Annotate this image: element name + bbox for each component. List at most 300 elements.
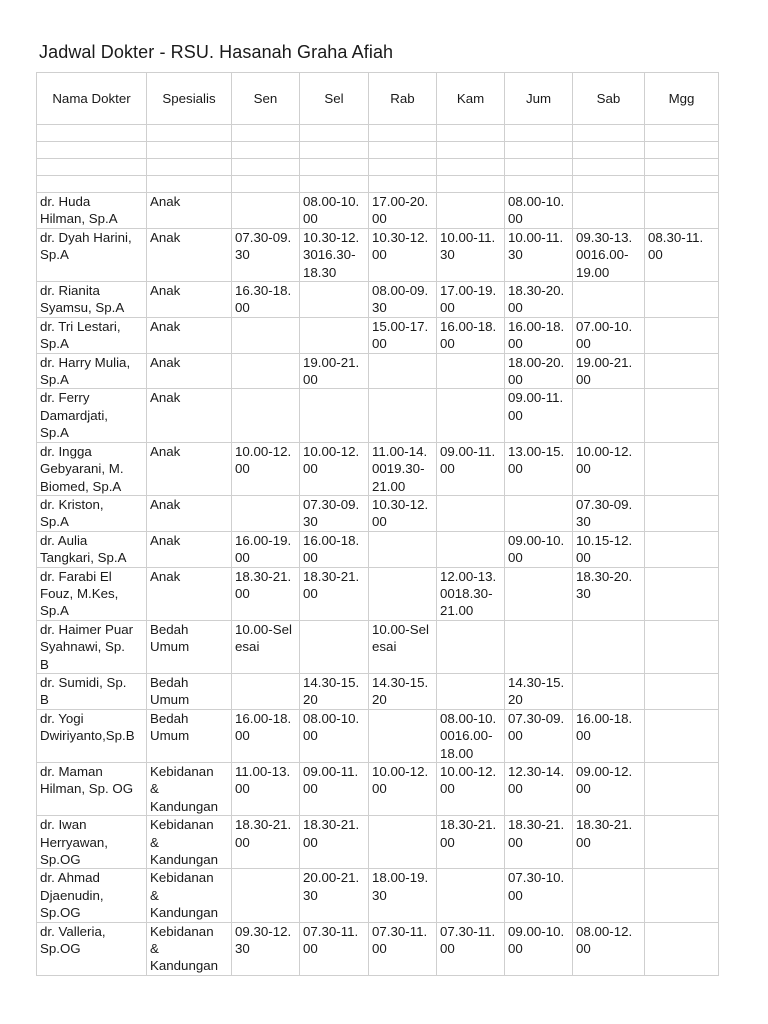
cell-text: 00 bbox=[576, 781, 591, 797]
cell-text: 00 bbox=[576, 941, 591, 957]
cell-text: 07.30-11. bbox=[303, 923, 359, 939]
cell-text: 00 bbox=[372, 336, 387, 352]
cell-text: Dwiriyanto,Sp.B bbox=[40, 728, 135, 744]
cell-text: 17.00-20. bbox=[372, 194, 429, 209]
cell-text: 18.30-21. bbox=[303, 568, 360, 584]
doctor-name-cell bbox=[37, 353, 147, 389]
table-row bbox=[37, 709, 719, 762]
kam-cell bbox=[437, 317, 505, 353]
jum-cell bbox=[505, 922, 573, 975]
sel-cell bbox=[300, 620, 369, 673]
doctor-name-cell bbox=[37, 620, 147, 673]
cell-text: 0018.30- bbox=[440, 585, 493, 601]
page-title: Jadwal Dokter - RSU. Hasanah Graha Afiah bbox=[39, 42, 394, 62]
empty-cell bbox=[437, 176, 505, 193]
sen-cell bbox=[232, 709, 300, 762]
cell-text: Sp.OG bbox=[40, 905, 81, 921]
cell-text: 00 bbox=[440, 300, 455, 316]
doctor-name-cell bbox=[37, 282, 147, 318]
header-sen: Sen bbox=[232, 73, 300, 125]
cell-text: 30 bbox=[576, 514, 591, 530]
cell-text: 0016.00- bbox=[576, 247, 629, 263]
cell-text: 16.00-18. bbox=[440, 318, 497, 334]
sab-cell bbox=[573, 763, 645, 816]
cell-text: dr. Maman bbox=[40, 764, 103, 779]
table-row bbox=[37, 673, 719, 709]
empty-cell bbox=[573, 125, 645, 142]
cell-text: 14.30-15. bbox=[508, 674, 565, 690]
cell-text: 10.00-11. bbox=[508, 229, 564, 245]
mgg-cell bbox=[645, 193, 719, 229]
cell-text: dr. Dyah Harini, bbox=[40, 229, 132, 245]
specialty-cell bbox=[147, 228, 232, 281]
kam-cell bbox=[437, 709, 505, 762]
doctor-name-cell bbox=[37, 922, 147, 975]
empty-cell bbox=[505, 159, 573, 176]
kam-cell bbox=[437, 620, 505, 673]
rab-cell bbox=[369, 709, 437, 762]
cell-text: 10.00-12. bbox=[235, 443, 292, 459]
cell-text: 00 bbox=[576, 728, 591, 744]
sel-cell bbox=[300, 922, 369, 975]
sab-cell bbox=[573, 922, 645, 975]
sen-cell bbox=[232, 495, 300, 531]
cell-text: 10.15-12. bbox=[576, 532, 633, 548]
cell-text: 19.00-21. bbox=[303, 354, 360, 370]
cell-text: 16.00-18. bbox=[508, 318, 565, 334]
rab-cell bbox=[369, 282, 437, 318]
cell-text: 18.30-21. bbox=[235, 817, 292, 833]
empty-cell bbox=[147, 176, 232, 193]
cell-text: 18.30-21. bbox=[235, 568, 292, 584]
cell-text: 19.00-21. bbox=[576, 354, 633, 370]
cell-text: 00 bbox=[235, 781, 250, 797]
cell-text: 00 bbox=[235, 550, 250, 566]
cell-text: Umum bbox=[150, 692, 190, 708]
cell-text: dr. Valleria, bbox=[40, 923, 106, 939]
specialty-cell bbox=[147, 442, 232, 495]
cell-text: 07.30-09. bbox=[303, 496, 360, 512]
header-mgg: Mgg bbox=[645, 73, 719, 125]
cell-text: 10.30-12. bbox=[372, 496, 429, 512]
jum-cell bbox=[505, 763, 573, 816]
sab-cell bbox=[573, 869, 645, 922]
sab-cell bbox=[573, 620, 645, 673]
mgg-cell bbox=[645, 531, 719, 567]
specialty-cell bbox=[147, 353, 232, 389]
cell-text: dr. Yogi bbox=[40, 710, 84, 726]
cell-text: B bbox=[40, 656, 49, 672]
empty-cell bbox=[505, 142, 573, 159]
sen-cell bbox=[232, 193, 300, 229]
sel-cell bbox=[300, 442, 369, 495]
jum-cell bbox=[505, 442, 573, 495]
table-row bbox=[37, 922, 719, 975]
mgg-cell bbox=[645, 922, 719, 975]
cell-text: 00 bbox=[303, 461, 318, 477]
sen-cell bbox=[232, 922, 300, 975]
cell-text: 09.00-11. bbox=[440, 443, 496, 459]
mgg-cell bbox=[645, 353, 719, 389]
cell-text: Kebidanan bbox=[150, 764, 214, 779]
cell-text: 08.00-09. bbox=[372, 283, 429, 299]
cell-text: Sp.A bbox=[40, 425, 69, 441]
cell-text: 00 bbox=[303, 211, 318, 227]
cell-text: 07.30-10. bbox=[508, 870, 565, 886]
cell-text: Bedah bbox=[150, 621, 189, 637]
kam-cell bbox=[437, 816, 505, 869]
cell-text: 00 bbox=[508, 781, 523, 797]
cell-text: 21.00 bbox=[372, 478, 406, 494]
sel-cell bbox=[300, 353, 369, 389]
cell-text: 00 bbox=[372, 247, 387, 263]
table-row bbox=[37, 442, 719, 495]
table-row bbox=[37, 531, 719, 567]
sel-cell bbox=[300, 389, 369, 442]
cell-text: 07.30-09. bbox=[508, 710, 565, 726]
mgg-cell bbox=[645, 709, 719, 762]
cell-text: 00 bbox=[372, 941, 387, 957]
jum-cell bbox=[505, 282, 573, 318]
table-row bbox=[37, 816, 719, 869]
cell-text: 00 bbox=[235, 834, 250, 850]
mgg-cell bbox=[645, 282, 719, 318]
empty-cell bbox=[37, 142, 147, 159]
kam-cell bbox=[437, 389, 505, 442]
mgg-cell bbox=[645, 228, 719, 281]
cell-text: 10.30-12. bbox=[372, 229, 429, 245]
cell-text: 00 bbox=[303, 372, 318, 388]
cell-text: dr. Sumidi, Sp. bbox=[40, 674, 127, 690]
cell-text: 00 bbox=[303, 550, 318, 566]
cell-text: Sp.OG bbox=[40, 852, 81, 868]
rab-cell bbox=[369, 922, 437, 975]
mgg-cell bbox=[645, 673, 719, 709]
cell-text: 00 bbox=[576, 336, 591, 352]
cell-text: Bedah bbox=[150, 674, 189, 690]
sel-cell bbox=[300, 763, 369, 816]
sen-cell bbox=[232, 620, 300, 673]
empty-cell bbox=[645, 159, 719, 176]
jum-cell bbox=[505, 567, 573, 620]
cell-text: 00 bbox=[440, 941, 455, 957]
specialty-cell bbox=[147, 869, 232, 922]
cell-text: 07.30-11. bbox=[372, 923, 428, 939]
jum-cell bbox=[505, 709, 573, 762]
table-row bbox=[37, 353, 719, 389]
cell-text: & bbox=[150, 834, 159, 850]
cell-text: 16.00-18. bbox=[576, 710, 633, 726]
table-row bbox=[37, 317, 719, 353]
sel-cell bbox=[300, 495, 369, 531]
cell-text: Anak bbox=[150, 390, 181, 406]
blank-row bbox=[37, 142, 719, 159]
sel-cell bbox=[300, 673, 369, 709]
specialty-cell bbox=[147, 531, 232, 567]
cell-text: Anak bbox=[150, 443, 181, 459]
cell-text: dr. Farabi El bbox=[40, 568, 112, 584]
cell-text: 10.00-Sel bbox=[372, 621, 429, 637]
cell-text: dr. Harry Mulia, bbox=[40, 354, 131, 370]
cell-text: Anak bbox=[150, 496, 181, 512]
cell-text: esai bbox=[235, 639, 260, 655]
cell-text: 00 bbox=[508, 941, 523, 957]
empty-cell bbox=[37, 176, 147, 193]
kam-cell bbox=[437, 673, 505, 709]
doctor-name-cell bbox=[37, 709, 147, 762]
mgg-cell bbox=[645, 495, 719, 531]
cell-text: Sp.A bbox=[40, 514, 69, 530]
doctor-name-cell bbox=[37, 763, 147, 816]
empty-cell bbox=[369, 142, 437, 159]
table-row bbox=[37, 193, 719, 229]
cell-text: 10.00-12. bbox=[440, 764, 497, 779]
cell-text: dr. Rianita bbox=[40, 283, 100, 299]
cell-text: 0016.00- bbox=[440, 728, 493, 744]
sab-cell bbox=[573, 495, 645, 531]
cell-text: Anak bbox=[150, 283, 181, 299]
cell-text: 10.00-12. bbox=[303, 443, 360, 459]
cell-text: 00 bbox=[440, 781, 455, 797]
cell-text: 13.00-15. bbox=[508, 443, 565, 459]
cell-text: 18.30-21. bbox=[440, 817, 497, 833]
cell-text: Hilman, Sp.A bbox=[40, 211, 118, 227]
cell-text: 19.00 bbox=[576, 264, 610, 280]
sab-cell bbox=[573, 442, 645, 495]
sab-cell bbox=[573, 282, 645, 318]
empty-cell bbox=[300, 142, 369, 159]
cell-text: 00 bbox=[440, 834, 455, 850]
header-rab: Rab bbox=[369, 73, 437, 125]
cell-text: dr. Haimer Puar bbox=[40, 621, 134, 637]
cell-text: 00 bbox=[576, 834, 591, 850]
cell-text: 00 bbox=[576, 461, 591, 477]
empty-cell bbox=[300, 125, 369, 142]
cell-text: Anak bbox=[150, 568, 181, 584]
jum-cell bbox=[505, 317, 573, 353]
cell-text: 11.00-13. bbox=[235, 764, 291, 779]
cell-text: 20.00-21. bbox=[303, 870, 360, 886]
cell-text: 00 bbox=[303, 728, 318, 744]
table-row bbox=[37, 620, 719, 673]
cell-text: 21.00 bbox=[440, 603, 474, 619]
cell-text: 00 bbox=[440, 461, 455, 477]
kam-cell bbox=[437, 922, 505, 975]
doctor-name-cell bbox=[37, 442, 147, 495]
specialty-cell bbox=[147, 389, 232, 442]
rab-cell bbox=[369, 620, 437, 673]
cell-text: Sp.A bbox=[40, 372, 69, 388]
sab-cell bbox=[573, 193, 645, 229]
jum-cell bbox=[505, 816, 573, 869]
cell-text: 00 bbox=[303, 585, 318, 601]
sen-cell bbox=[232, 531, 300, 567]
cell-text: 08.00-10. bbox=[303, 710, 360, 726]
cell-text: 07.30-09. bbox=[576, 496, 633, 512]
sen-cell bbox=[232, 317, 300, 353]
cell-text: 00 bbox=[303, 834, 318, 850]
jum-cell bbox=[505, 353, 573, 389]
cell-text: dr. Iwan bbox=[40, 817, 87, 833]
jum-cell bbox=[505, 495, 573, 531]
cell-text: Anak bbox=[150, 354, 181, 370]
kam-cell bbox=[437, 442, 505, 495]
rab-cell bbox=[369, 763, 437, 816]
sen-cell bbox=[232, 673, 300, 709]
cell-text: 09.00-11. bbox=[508, 390, 564, 406]
mgg-cell bbox=[645, 442, 719, 495]
sab-cell bbox=[573, 389, 645, 442]
cell-text: dr. Ingga bbox=[40, 443, 92, 459]
cell-text: Anak bbox=[150, 318, 181, 334]
rab-cell bbox=[369, 193, 437, 229]
rab-cell bbox=[369, 816, 437, 869]
cell-text: Damardjati, bbox=[40, 407, 108, 423]
cell-text: 18.00-20. bbox=[508, 354, 565, 370]
specialty-cell bbox=[147, 567, 232, 620]
cell-text: 18.30-21. bbox=[508, 817, 565, 833]
cell-text: 10.00-12. bbox=[372, 764, 429, 779]
cell-text: 00 bbox=[576, 372, 591, 388]
cell-text: Anak bbox=[150, 229, 181, 245]
jum-cell bbox=[505, 620, 573, 673]
cell-text: Bedah bbox=[150, 710, 189, 726]
sab-cell bbox=[573, 816, 645, 869]
cell-text: Syamsu, Sp.A bbox=[40, 300, 125, 316]
cell-text: 08.00-10. bbox=[303, 194, 360, 209]
cell-text: 14.30-15. bbox=[303, 674, 360, 690]
cell-text: 18.30-21. bbox=[303, 817, 360, 833]
cell-text: Anak bbox=[150, 194, 181, 209]
cell-text: 30 bbox=[303, 887, 318, 903]
sab-cell bbox=[573, 673, 645, 709]
doctor-name-cell bbox=[37, 531, 147, 567]
cell-text: 20 bbox=[508, 692, 523, 708]
cell-text: 00 bbox=[508, 407, 523, 423]
cell-text: 00 bbox=[508, 336, 523, 352]
doctor-name-cell bbox=[37, 228, 147, 281]
sel-cell bbox=[300, 531, 369, 567]
mgg-cell bbox=[645, 869, 719, 922]
empty-cell bbox=[505, 176, 573, 193]
cell-text: 00 bbox=[508, 372, 523, 388]
empty-cell bbox=[573, 159, 645, 176]
cell-text: 18.30 bbox=[303, 264, 337, 280]
cell-text: 08.00-10. bbox=[440, 710, 497, 726]
cell-text: 30 bbox=[440, 247, 455, 263]
cell-text: 00 bbox=[372, 514, 387, 530]
cell-text: 07.30-11. bbox=[440, 923, 496, 939]
cell-text: & bbox=[150, 887, 159, 903]
kam-cell bbox=[437, 531, 505, 567]
cell-text: Gebyarani, M. bbox=[40, 461, 124, 477]
cell-text: 00 bbox=[303, 941, 318, 957]
rab-cell bbox=[369, 317, 437, 353]
doctor-name-cell bbox=[37, 389, 147, 442]
cell-text: & bbox=[150, 781, 159, 797]
table-row bbox=[37, 495, 719, 531]
sen-cell bbox=[232, 816, 300, 869]
cell-text: 00 bbox=[508, 211, 523, 227]
cell-text: 08.30-11. bbox=[648, 229, 704, 245]
cell-text: Umum bbox=[150, 639, 190, 655]
header-spesialis: Spesialis bbox=[147, 73, 232, 125]
cell-text: 18.30-21. bbox=[576, 817, 633, 833]
cell-text: Kebidanan bbox=[150, 923, 214, 939]
header-kam: Kam bbox=[437, 73, 505, 125]
table-row bbox=[37, 763, 719, 816]
cell-text: 0019.30- bbox=[372, 461, 425, 477]
mgg-cell bbox=[645, 763, 719, 816]
cell-text: Kandungan bbox=[150, 905, 219, 921]
cell-text: Umum bbox=[150, 728, 190, 744]
cell-text: Kebidanan bbox=[150, 870, 214, 886]
sen-cell bbox=[232, 228, 300, 281]
header-nama-dokter: Nama Dokter bbox=[37, 73, 147, 125]
empty-cell bbox=[369, 159, 437, 176]
empty-cell bbox=[437, 125, 505, 142]
specialty-cell bbox=[147, 922, 232, 975]
cell-text: 00 bbox=[303, 781, 318, 797]
kam-cell bbox=[437, 763, 505, 816]
sen-cell bbox=[232, 353, 300, 389]
cell-text: 00 bbox=[508, 300, 523, 316]
cell-text: 12.00-13. bbox=[440, 568, 497, 584]
cell-text: 20 bbox=[372, 692, 387, 708]
cell-text: 14.30-15. bbox=[372, 674, 429, 690]
rab-cell bbox=[369, 673, 437, 709]
jum-cell bbox=[505, 531, 573, 567]
cell-text: Fouz, M.Kes, bbox=[40, 585, 119, 601]
cell-text: 30 bbox=[235, 247, 250, 263]
cell-text: 12.30-14. bbox=[508, 764, 565, 779]
kam-cell bbox=[437, 193, 505, 229]
cell-text: 18.00 bbox=[440, 745, 474, 761]
specialty-cell bbox=[147, 317, 232, 353]
cell-text: 16.30-18. bbox=[235, 283, 292, 299]
doctor-name-cell bbox=[37, 567, 147, 620]
cell-text: 15.00-17. bbox=[372, 318, 429, 334]
sab-cell bbox=[573, 709, 645, 762]
cell-text: esai bbox=[372, 639, 397, 655]
doctor-name-cell bbox=[37, 869, 147, 922]
sel-cell bbox=[300, 869, 369, 922]
cell-text: 3016.30- bbox=[303, 247, 356, 263]
cell-text: 30 bbox=[372, 300, 387, 316]
jum-cell bbox=[505, 673, 573, 709]
kam-cell bbox=[437, 567, 505, 620]
cell-text: 11.00-14. bbox=[372, 443, 428, 459]
cell-text: 30 bbox=[576, 585, 591, 601]
cell-text: 00 bbox=[508, 550, 523, 566]
empty-cell bbox=[505, 125, 573, 142]
table-row bbox=[37, 282, 719, 318]
cell-text: 00 bbox=[648, 247, 663, 263]
header-jum: Jum bbox=[505, 73, 573, 125]
kam-cell bbox=[437, 353, 505, 389]
blank-row bbox=[37, 159, 719, 176]
cell-text: Djaenudin, bbox=[40, 887, 104, 903]
specialty-cell bbox=[147, 816, 232, 869]
cell-text: 17.00-19. bbox=[440, 283, 497, 299]
empty-cell bbox=[300, 176, 369, 193]
empty-cell bbox=[437, 159, 505, 176]
blank-row bbox=[37, 125, 719, 142]
doctor-name-cell bbox=[37, 816, 147, 869]
empty-cell bbox=[437, 142, 505, 159]
rab-cell bbox=[369, 228, 437, 281]
specialty-cell bbox=[147, 673, 232, 709]
